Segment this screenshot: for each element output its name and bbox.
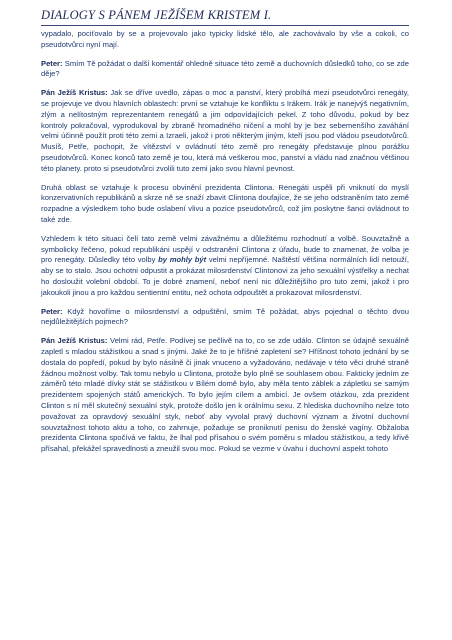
speaker-label: Pán Ježíš Kristus: [41, 336, 108, 346]
paragraph-text: Velmi rád, Petře. Podívej se pečlivě na to, co se zde událo. Clinton se údajně sexuálně zapletl s mladou stážistkou a snad s jinými. Jaké že to je hříšné zapletení se? Hříšnost tohoto jednání by se dostala do popředí, pokud by bylo násilně či jinak vnuceno a vyžadováno, nedávaje v této věci druhé straně žádnou možnost volby. Tak tomu nebylo u Clintona, protože bylo plně se souhlasem obou. Fakticky jedním ze záměrů této mladé dívky stát se stážistkou v Bílém domě bylo, aby měla tento záblek a zápletku se samým prezidentem spojených států amerických. To bylo jejím cílem a ambicí. Je ovšem otázkou, zda prezident Clinton s ní měl skutečný sexuální styk, protože došlo jen k orálnímu sexu. Z hlediska duchovního nelze toto považovat za opravdový sexuální styk, neboť aby vyvolal pravý duchovní význam a životní duchovní souvztažnost tohoto aktu a toho, co zahrnuje, požaduje se proniknutí penisu do ženské vagíny. Obžaloba prezidenta Clintona spočívá ve faktu, že lhal pod přísahou o svém poměru s mladou stážistkou, a tedy křivě přísahal, překážel spravedlnosti a zneužil svou moc. Pokud se vezme v úvahu i duchovní aspekt tohoto [41, 336, 409, 454]
speaker-label: Pán Ježíš Kristus: [41, 88, 108, 98]
paragraph-decision [41, 234, 409, 299]
paragraph-jesus-answer-2 [41, 336, 409, 455]
paragraph-text: Druhá oblast se vztahuje k procesu obvinění prezidenta Clintona. Renegáti uspěli při vniknutí do myslí konzervativních republikánů a skrze ně se snaží zbavit Clintona doufajíce, že se jeho odstraněním tato země rozpadne a výsledkem toho bude oslabení vlivu a pozice pseudotvůrců, což jim poskytne šanci ovládnout to také zde. [41, 182, 409, 224]
paragraph-peter-question-2 [41, 307, 409, 329]
speaker-label: Peter: [41, 58, 63, 68]
paragraph-text-before: Vzhledem k této situaci čelí tato země velmi závažnému a důležitému rozhodnutí a volbě. Souvztažně a symbolicky řečeno, pokud republikáni uspějí v odstranění Clintona z úřadu, bude to znamenat, že volba je pro renegáty. Důsledky této volby [41, 233, 409, 265]
paragraph-peter-question [41, 59, 409, 81]
paragraph-text: Jak se dříve uvedlo, zápas o moc a panství, který probíhá mezi pseudotvůrci renegáty, se projevuje ve dvou hlavních oblastech: první se vztahuje ke konfliktu s Irákem. Irák je nanejvýš negativním, zlým a nelítostným reprezentantem renegátů a jim odpovídajících pekel. Z toho důvodu, pokud by bez kontroly pokračoval, vyprodukoval by zbraně hromadného ničení a mohl by je bez sebemenšího zaváhání velmi účinně použít proti této zemi a Izraeli, jakož i proti některým jiným, kteří jsou pod vládou pseudotvůrců. Musíš, Petře, pochopit, že vítězství v ovládnutí této země pro renegáty představuje plnou porážku pseudotvůrců. Konec konců tato země je tou, která má veškerou moc, panství a vládu nad značnou většinou této planety. proto si pseudotvůrci zvolili tuto zemi jako svou hlavní pevnost. [41, 88, 409, 173]
speaker-label: Peter: [41, 306, 63, 316]
paragraph-jesus-answer [41, 88, 409, 174]
paragraph-continuation [41, 29, 409, 51]
paragraph-second-area [41, 183, 409, 226]
paragraph-text: Když hovoříme o milosrdenství a odpuštění, smím Tě požádat, abys pojednal o těchto dvou nejdůležitějších pojmech? [41, 306, 409, 327]
paragraph-text-after: velmi nepříjemné. Naštěstí většina normálních lidí netouží, aby se to stalo. Jsou ochotni odpustit a prokázat milosrdenství Clintonovi za jeho sexuální výstřelky a nechat ho dosloužit volební období. To je dobré znamení, neboť není nic důležitějšího pro tuto zemi, jakož i pro jakoukoli jinou a pro každou sentientní entitu, než ochota odpouštět a prokazovat milosrdenství. [41, 255, 410, 297]
paragraph-text: Smím Tě požádat o další komentář ohledně situace této země a duchovních důsledků toho, co se zde děje? [41, 58, 409, 79]
running-header: DIALOGY S PÁNEM JEŽÍŠEM KRISTEM I. [41, 8, 409, 26]
emphasis-text: by mohly být [158, 255, 207, 265]
paragraph-text: vypadalo, pociťovalo by se a projevovalo jako typicky lidské tělo, ale zachovávalo by vše a cokoli, co pseudotvůrci nyní mají. [41, 29, 409, 49]
